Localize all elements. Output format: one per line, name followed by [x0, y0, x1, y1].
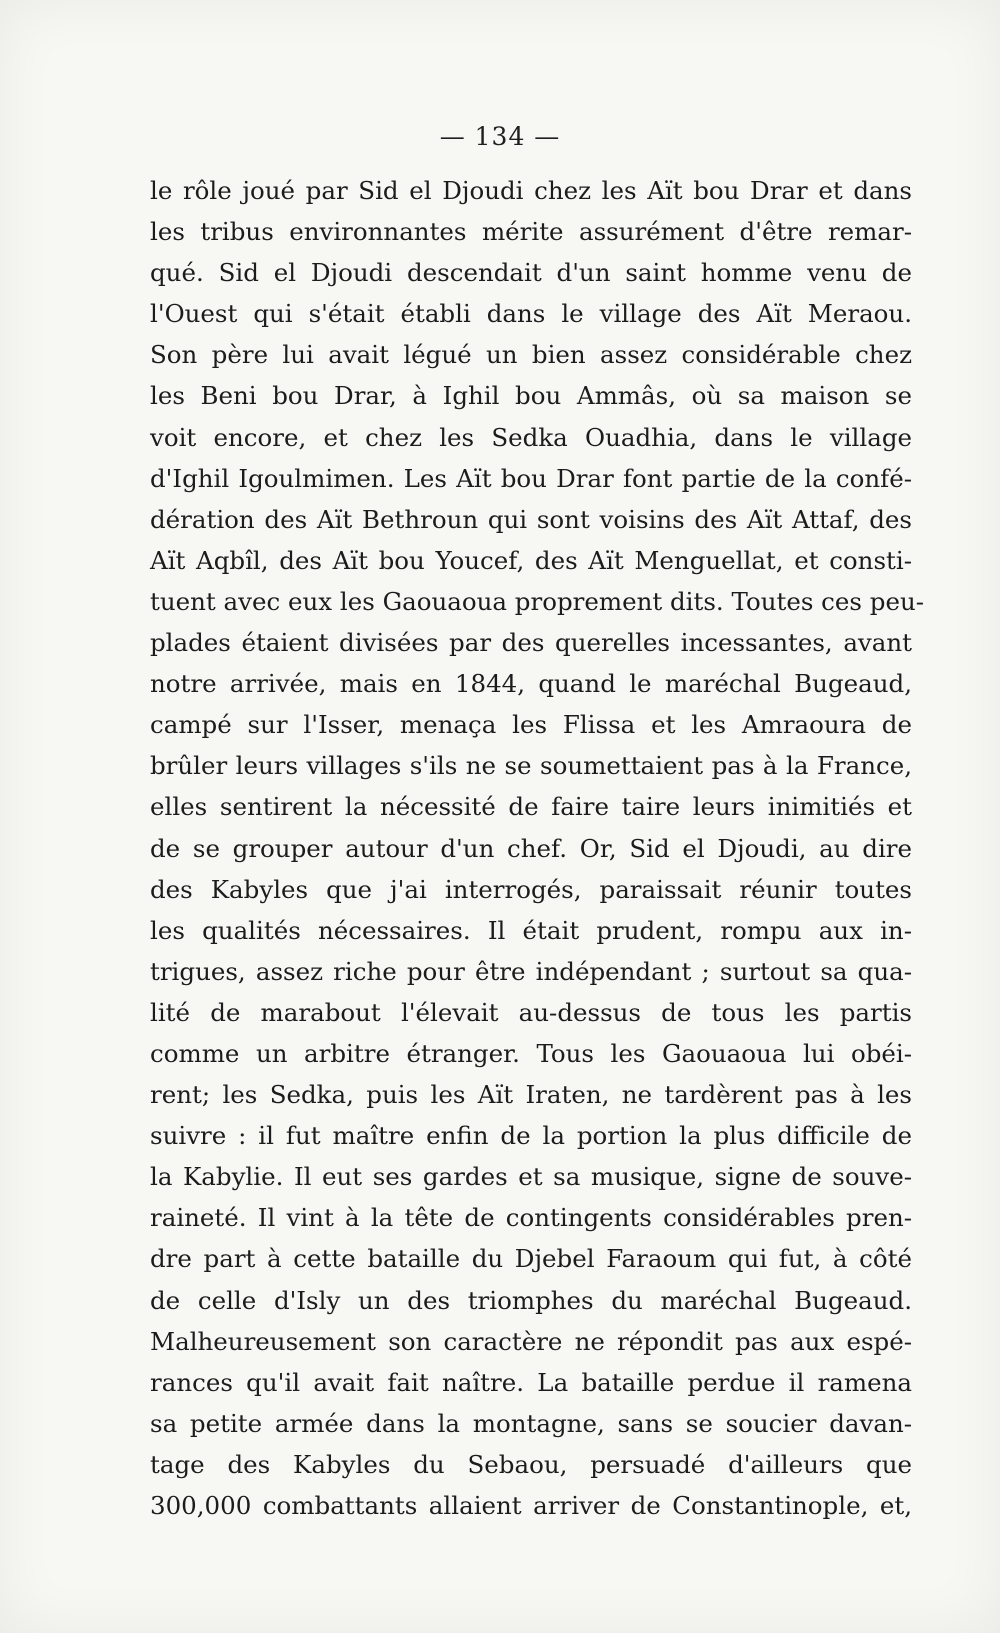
text-line: notre arrivée, mais en 1844, quand le maréchal Bugeaud, — [150, 669, 912, 699]
text-line: voit encore, et chez les Sedka Ouadhia, dans le village — [150, 422, 912, 452]
text-line: les qualités nécessaires. Il était prudent, rompu aux in- — [150, 915, 912, 945]
text-line: dre part à cette bataille du Djebel Faraoum qui fut, à côté — [150, 1244, 912, 1274]
text-line: sa petite armée dans la montagne, sans se soucier davan- — [150, 1408, 912, 1438]
text-line: des Kabyles que j'ai interrogés, paraissait réunir toutes — [150, 874, 912, 904]
text-line: Son père lui avait légué un bien assez considérable chez — [150, 340, 912, 370]
text-line: les tribus environnantes mérite assurément d'être remar- — [150, 217, 912, 247]
text-line: de celle d'Isly un des triomphes du maréchal Bugeaud. — [150, 1285, 912, 1315]
text-line: de se grouper autour d'un chef. Or, Sid el Djoudi, au dire — [150, 833, 912, 863]
text-line: 300,000 combattants allaient arriver de Constantinople, et, — [150, 1491, 912, 1520]
text-line: tage des Kabyles du Sebaou, persuadé d'ailleurs que — [150, 1449, 912, 1479]
text-line: d'Ighil Igoulmimen. Les Aït bou Drar font partie de la confé- — [150, 463, 912, 493]
body-text — [150, 170, 924, 1526]
text-line: le rôle joué par Sid el Djoudi chez les Aït bou Drar et dans — [150, 176, 912, 205]
text-line: Aït Aqbîl, des Aït bou Youcef, des Aït Menguellat, et consti- — [150, 545, 912, 575]
text-line: les Beni bou Drar, à Ighil bou Ammâs, où sa maison se — [150, 381, 912, 411]
text-line: lité de marabout l'élevait au-dessus de tous les partis — [150, 997, 912, 1027]
text-line: brûler leurs villages s'ils ne se soumettaient pas à la France, — [150, 751, 912, 781]
text-line: rent; les Sedka, puis les Aït Iraten, ne tardèrent pas à les — [150, 1080, 912, 1110]
text-line: trigues, assez riche pour être indépendant ; surtout sa qua- — [150, 956, 912, 986]
text-line: l'Ouest qui s'était établi dans le village des Aït Meraou. — [150, 299, 912, 329]
page-number: — 134 — — [439, 122, 561, 151]
text-line: Malheureusement son caractère ne répondit pas aux espé- — [150, 1326, 912, 1356]
text-line: campé sur l'Isser, menaça les Flissa et les Amraoura de — [150, 710, 912, 740]
text-line: tuent avec eux les Gaouaoua proprement dits. Toutes ces peu- — [150, 586, 924, 616]
text-line: la Kabylie. Il eut ses gardes et sa musique, signe de souve- — [150, 1162, 912, 1192]
text-line: comme un arbitre étranger. Tous les Gaouaoua lui obéi- — [150, 1038, 912, 1068]
text-line: rances qu'il avait fait naître. La bataille perdue il ramena — [150, 1367, 912, 1397]
text-line: dération des Aït Bethroun qui sont voisins des Aït Attaf, des — [150, 504, 912, 534]
text-line: qué. Sid el Djoudi descendait d'un saint homme venu de — [150, 258, 912, 288]
text-line: raineté. Il vint à la tête de contingents considérables pren- — [150, 1203, 912, 1233]
text-line: elles sentirent la nécessité de faire taire leurs inimitiés et — [150, 792, 912, 822]
text-line: plades étaient divisées par des querelles incessantes, avant — [150, 628, 912, 658]
text-line: suivre : il fut maître enfin de la portion la plus difficile de — [150, 1121, 912, 1151]
